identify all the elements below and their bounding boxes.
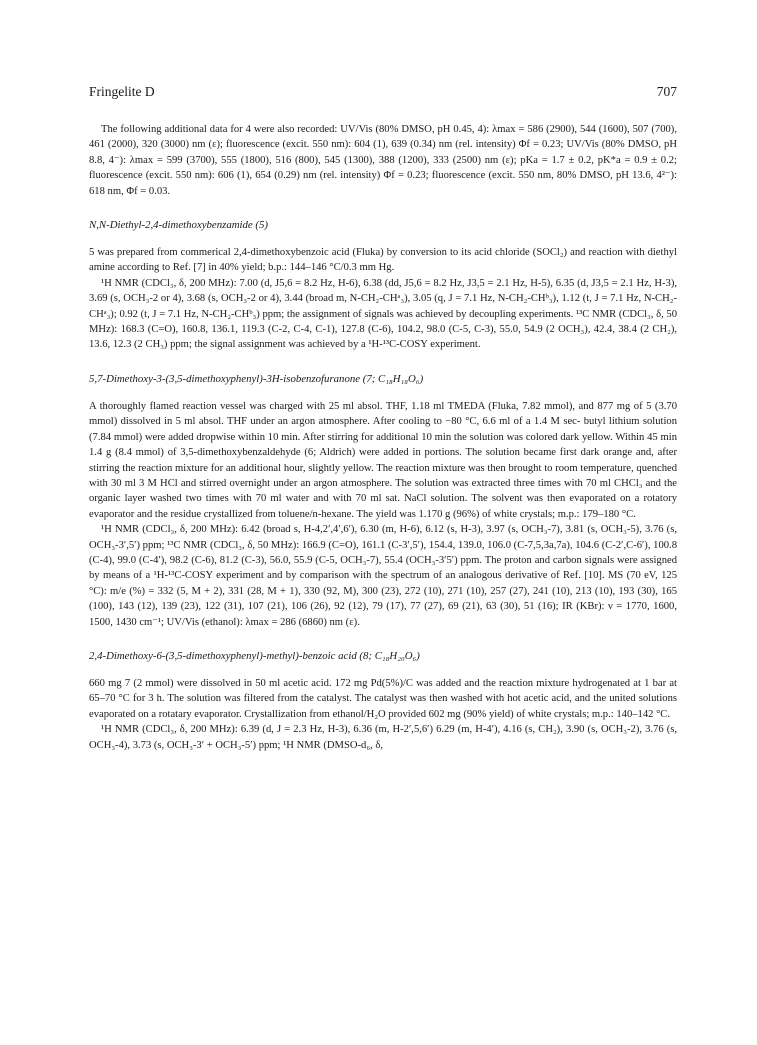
section-heading: 2,4-Dimethoxy-6-(3,5-dimethoxyphenyl)-methyl)-benzoic acid (8; C₁₈H₂₀O₆) bbox=[89, 649, 420, 662]
journal-page bbox=[89, 84, 677, 753]
paragraph: ¹H NMR (CDCl₃, δ, 200 MHz): 6.42 (broad s, H-4,2′,4′,6′), 6.30 (m, H-6), 6.12 (s, H-3), 3.97 (s, OCH₃-7), 3.81 (s, OCH₃-5), 3.76 (s, OCH₃-3′,5′) ppm; ¹³C NMR (CDCl₃, δ, 50 MHz): 166.9 (C=O), 161.1 (C-3′,5′), 154.4, 139.0, 106.0 (C-7,5,3a,7a), 104.6 (C-2′,C-6′), 100.8 (C-4), 99.0 (C-4′), 98.2 (C-6), 81.2 (C-3), 56.0, 55.9 (C-5, OCH₃-7), 55.4 (OCH₃-3′5′) ppm. The proton and carbon signals were assigned by means of a ¹H-¹³C-COSY experiment and by comparison with the spectrum of an analogous derivative of Ref. [10]. MS (70 eV, 125 °C): m/e (%) = 332 (5, M + 2), 331 (28, M + 1), 330 (92, M), 300 (23), 272 (10), 271 (10), 257 (27), 241 (10), 213 (10), 193 (30), 165 (100), 143 (12), 139 (23), 122 (31), 107 (21), 106 (26), 92 (12), 79 (17), 77 (27), 69 (21), 63 (30), 51 (16); IR (KBr): ν = 1770, 1600, 1500, 1430 cm⁻¹; UV/Vis (ethanol): λmax = 286 (6860) nm (ε). bbox=[89, 524, 677, 628]
paragraph: 660 mg 7 (2 mmol) were dissolved in 50 ml acetic acid. 172 mg Pd(5%)/C was added and the reaction mixture hydrogenated at 1 bar at 65–70 °C for 3 h. The solution was filtered from the catalyst. The catalyst was then washed with hot acetic acid, and the united solutions evaporated on a rotatary evaporator. Crystallization from ethanol/H₂O provided 602 mg (90% yield) of white crystals; m.p.: 140–142 °C. bbox=[89, 677, 677, 720]
page-header bbox=[89, 84, 677, 100]
page-number: 707 bbox=[656, 84, 677, 99]
section-heading: N,N-Diethyl-2,4-dimethoxybenzamide (5) bbox=[89, 219, 268, 232]
paragraph: The following additional data for 4 were also recorded: UV/Vis (80% DMSO, pH 0.45, 4): λmax = 586 (2900), 544 (1600), 507 (700), 461 (2000), 320 (3000) nm (ε); fluorescence (excit. 550 nm): 604 (1), 639 (0.34) nm (rel. intensity) Φf = 0.23; UV/Vis (80% DMSO, pH 8.8, 4⁻): λmax = 599 (3700), 555 (1800), 516 (800), 545 (1300), 388 (1200), 333 (2500) nm (ε); pKa = 1.7 ± 0.2, pK*a = 0.9 ± 0.2; fluorescence (excit. 550 nm): 606 (1), 654 (0.29) nm (rel. intensity) Φf = 0.23; fluorescence (excit. 550 nm, 80% DMSO, pH 13.6, 4²⁻): 618 nm, Φf = 0.03. bbox=[89, 124, 677, 197]
section-heading: 5,7-Dimethoxy-3-(3,5-dimethoxyphenyl)-3H-isobenzofuranone (7; C₁₈H₁₈O₆) bbox=[89, 372, 424, 385]
paragraph: ¹H NMR (CDCl₃, δ, 200 MHz): 7.00 (d, J5,6 = 8.2 Hz, H-6), 6.38 (dd, J5,6 = 8.2 Hz, J3,5 = 2.1 Hz, H-5), 6.35 (d, J3,5 = 2.1 Hz, H-3), 3.69 (s, OCH₃-2 or 4), 3.68 (s, OCH₃-2 or 4), 3.44 (broad m, N-CH₂-CHᵃ₃), 3.05 (q, J = 7.1 Hz, N-CH₂-CHᵇ₃), 1.12 (t, J = 7.1 Hz, N-CH₂-CHᵃ₃); 0.92 (t, J = 7.1 Hz, N-CH₂-CHᵇ₃) ppm; the assignment of signals was achieved by decoupling experiments. ¹³C NMR (CDCl₃, δ, 50 MHz): 168.3 (C=O), 160.8, 136.1, 119.3 (C-2, C-4, C-1), 127.8 (C-6), 104.2, 98.0 (C-5, C-3), 55.0, 54.9 (2 OCH₃), 42.4, 38.4 (2 CH₂), 13.6, 12.3 (2 CH₃) ppm; the signal assignment was achieved by a ¹H-¹³C-COSY experiment. bbox=[89, 277, 677, 351]
paragraph: 5 was prepared from commerical 2,4-dimethoxybenzoic acid (Fluka) by conversion to its acid chloride (SOCl₂) and reaction with diethyl amine according to Ref. [7] in 40% yield; b.p.: 144–146 °C/0.3 mm Hg. bbox=[89, 247, 677, 274]
paragraph: A thoroughly flamed reaction vessel was charged with 25 ml absol. THF, 1.18 ml TMEDA (Fluka, 7.82 mmol), and 877 mg of 5 (3.70 mmol) dissolved in 5 ml absol. THF under an argon atmosphere. After cooling to −80 °C, 6.6 ml of a 1.4 M sec- butyl lithium solution (7.84 mmol) were added dropwise within 10 min. After stirring for additional 10 min the solution was colored dark yellow. Within 45 min 1.4 g (8.4 mmol) of 3,5-dimethoxybenzaldehyde (6; Aldrich) were added in portions. The solution became first dark orange and, after stirring the reaction mixture for an additional hour, slightly yellow. The reaction mixture was then brought to room temperature, quenched with 30 ml 3 M HCl and stirred overnight under an argon atmosphere. The solution was extracted three times with 70 ml CHCl₃ and the organic layer washed two times with 70 ml water and with 70 ml sat. NaCl solution. The solvent was then evaporated on a rotatory evaporator and the residue crystallized from toluene/n-hexane. The yield was 1.170 g (96%) of white crystals; m.p.: 179–180 °C. bbox=[89, 400, 677, 520]
paragraph: ¹H NMR (CDCl₃, δ, 200 MHz): 6.39 (d, J = 2.3 Hz, H-3), 6.36 (m, H-2′,5,6′) 6.29 (m, H-4′), 4.16 (s, CH₂), 3.90 (s, OCH₃-2), 3.76 (s, OCH₃-4), 3.73 (s, OCH₃-3′ + OCH₃-5′) ppm; ¹H NMR (DMSO-d₆, δ, bbox=[89, 724, 677, 751]
running-title: Fringelite D bbox=[89, 84, 155, 99]
